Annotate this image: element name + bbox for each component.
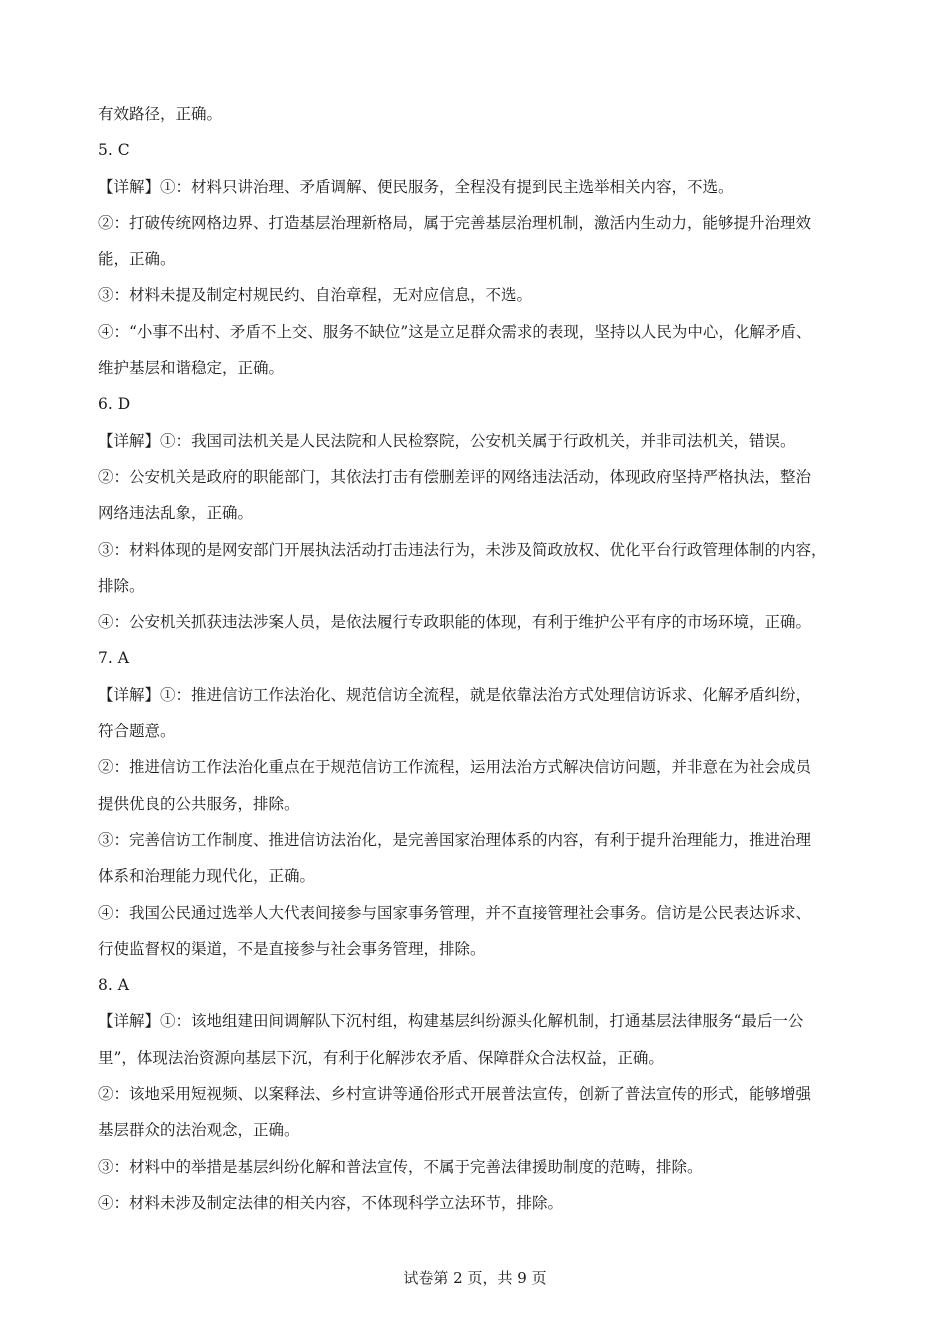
text-line: 维护基层和谐稳定，正确。 bbox=[98, 359, 285, 378]
text-line: ②：打破传统网格边界、打造基层治理新格局，属于完善基层治理机制，激活内生动力，能够提升治理效 bbox=[98, 213, 812, 232]
text-line: ③：材料未提及制定村规民约、自治章程，无对应信息，不选。 bbox=[98, 286, 533, 305]
text-line: 能，正确。 bbox=[98, 250, 176, 269]
text-line: 行使监督权的渠道，不是直接参与社会事务管理，排除。 bbox=[98, 939, 486, 958]
text-line: 符合题意。 bbox=[98, 722, 176, 741]
text-line: ④：“小事不出村、矛盾不上交、服务不缺位”这是立足群众需求的表现，坚持以人民为中心，化解矛盾、 bbox=[98, 322, 812, 341]
text-line: ②：推进信访工作法治化重点在于规范信访工作流程，运用法治方式解决信访问题，并非意在为社会成员 bbox=[98, 758, 812, 777]
text-line: ④：材料未涉及制定法律的相关内容，不体现科学立法环节，排除。 bbox=[98, 1193, 564, 1212]
page-footer: 试卷第 2 页，共 9 页 bbox=[403, 1269, 547, 1287]
text-line: 有效路径，正确。 bbox=[98, 105, 223, 123]
text-line: 网络违法乱象，正确。 bbox=[98, 504, 254, 523]
question-number-8: 8. A bbox=[98, 976, 129, 995]
text-line: 【详解】①：该地组建田间调解队下沉村组，构建基层纠纷源头化解机制，打通基层法律服务“最后一公 bbox=[98, 1012, 804, 1031]
text-line: ③：材料中的举措是基层纠纷化解和普法宣传，不属于完善法律援助制度的范畴，排除。 bbox=[98, 1157, 703, 1176]
text-line: 里”，体现法治资源向基层下沉，有利于化解涉农矛盾、保障群众合法权益，正确。 bbox=[98, 1048, 664, 1067]
text-line: 【详解】①：推进信访工作法治化、规范信访全流程，就是依靠法治方式处理信访诉求、化解矛盾纠纷， bbox=[98, 685, 812, 704]
text-line: 【详解】①：我国司法机关是人民法院和人民检察院，公安机关属于行政机关，并非司法机关，错误。 bbox=[98, 431, 796, 450]
text-line: 基层群众的法治观念，正确。 bbox=[98, 1121, 300, 1140]
text-line: 体系和治理能力现代化，正确。 bbox=[98, 867, 316, 886]
question-number-5: 5. C bbox=[98, 141, 130, 160]
question-number-6: 6. D bbox=[98, 395, 131, 414]
text-line: ④：公安机关抓获违法涉案人员，是依法履行专政职能的体现，有利于维护公平有序的市场环境，正确。 bbox=[98, 613, 812, 632]
text-line: 排除。 bbox=[98, 576, 145, 595]
text-line: 【详解】①：材料只讲治理、矛盾调解、便民服务，全程没有提到民主选举相关内容，不选。 bbox=[98, 177, 734, 196]
text-line: ③：完善信访工作制度、推进信访法治化，是完善国家治理体系的内容，有利于提升治理能力，推进治理 bbox=[98, 830, 812, 849]
text-line: 提供优良的公共服务，排除。 bbox=[98, 794, 300, 813]
question-number-7: 7. A bbox=[98, 649, 129, 668]
answer-explanation-body bbox=[98, 96, 868, 1221]
text-line: ②：该地采用短视频、以案释法、乡村宣讲等通俗形式开展普法宣传，创新了普法宣传的形式，能够增强 bbox=[98, 1085, 812, 1104]
text-line: ④：我国公民通过选举人大代表间接参与国家事务管理，并不直接管理社会事务。信访是公民表达诉求、 bbox=[98, 903, 812, 922]
text-line: ②：公安机关是政府的职能部门，其依法打击有偿删差评的网络违法活动，体现政府坚持严格执法，整治 bbox=[98, 467, 812, 486]
text-line: ③：材料体现的是网安部门开展执法活动打击违法行为，未涉及简政放权、优化平台行政管理体制的内容， bbox=[98, 540, 827, 559]
